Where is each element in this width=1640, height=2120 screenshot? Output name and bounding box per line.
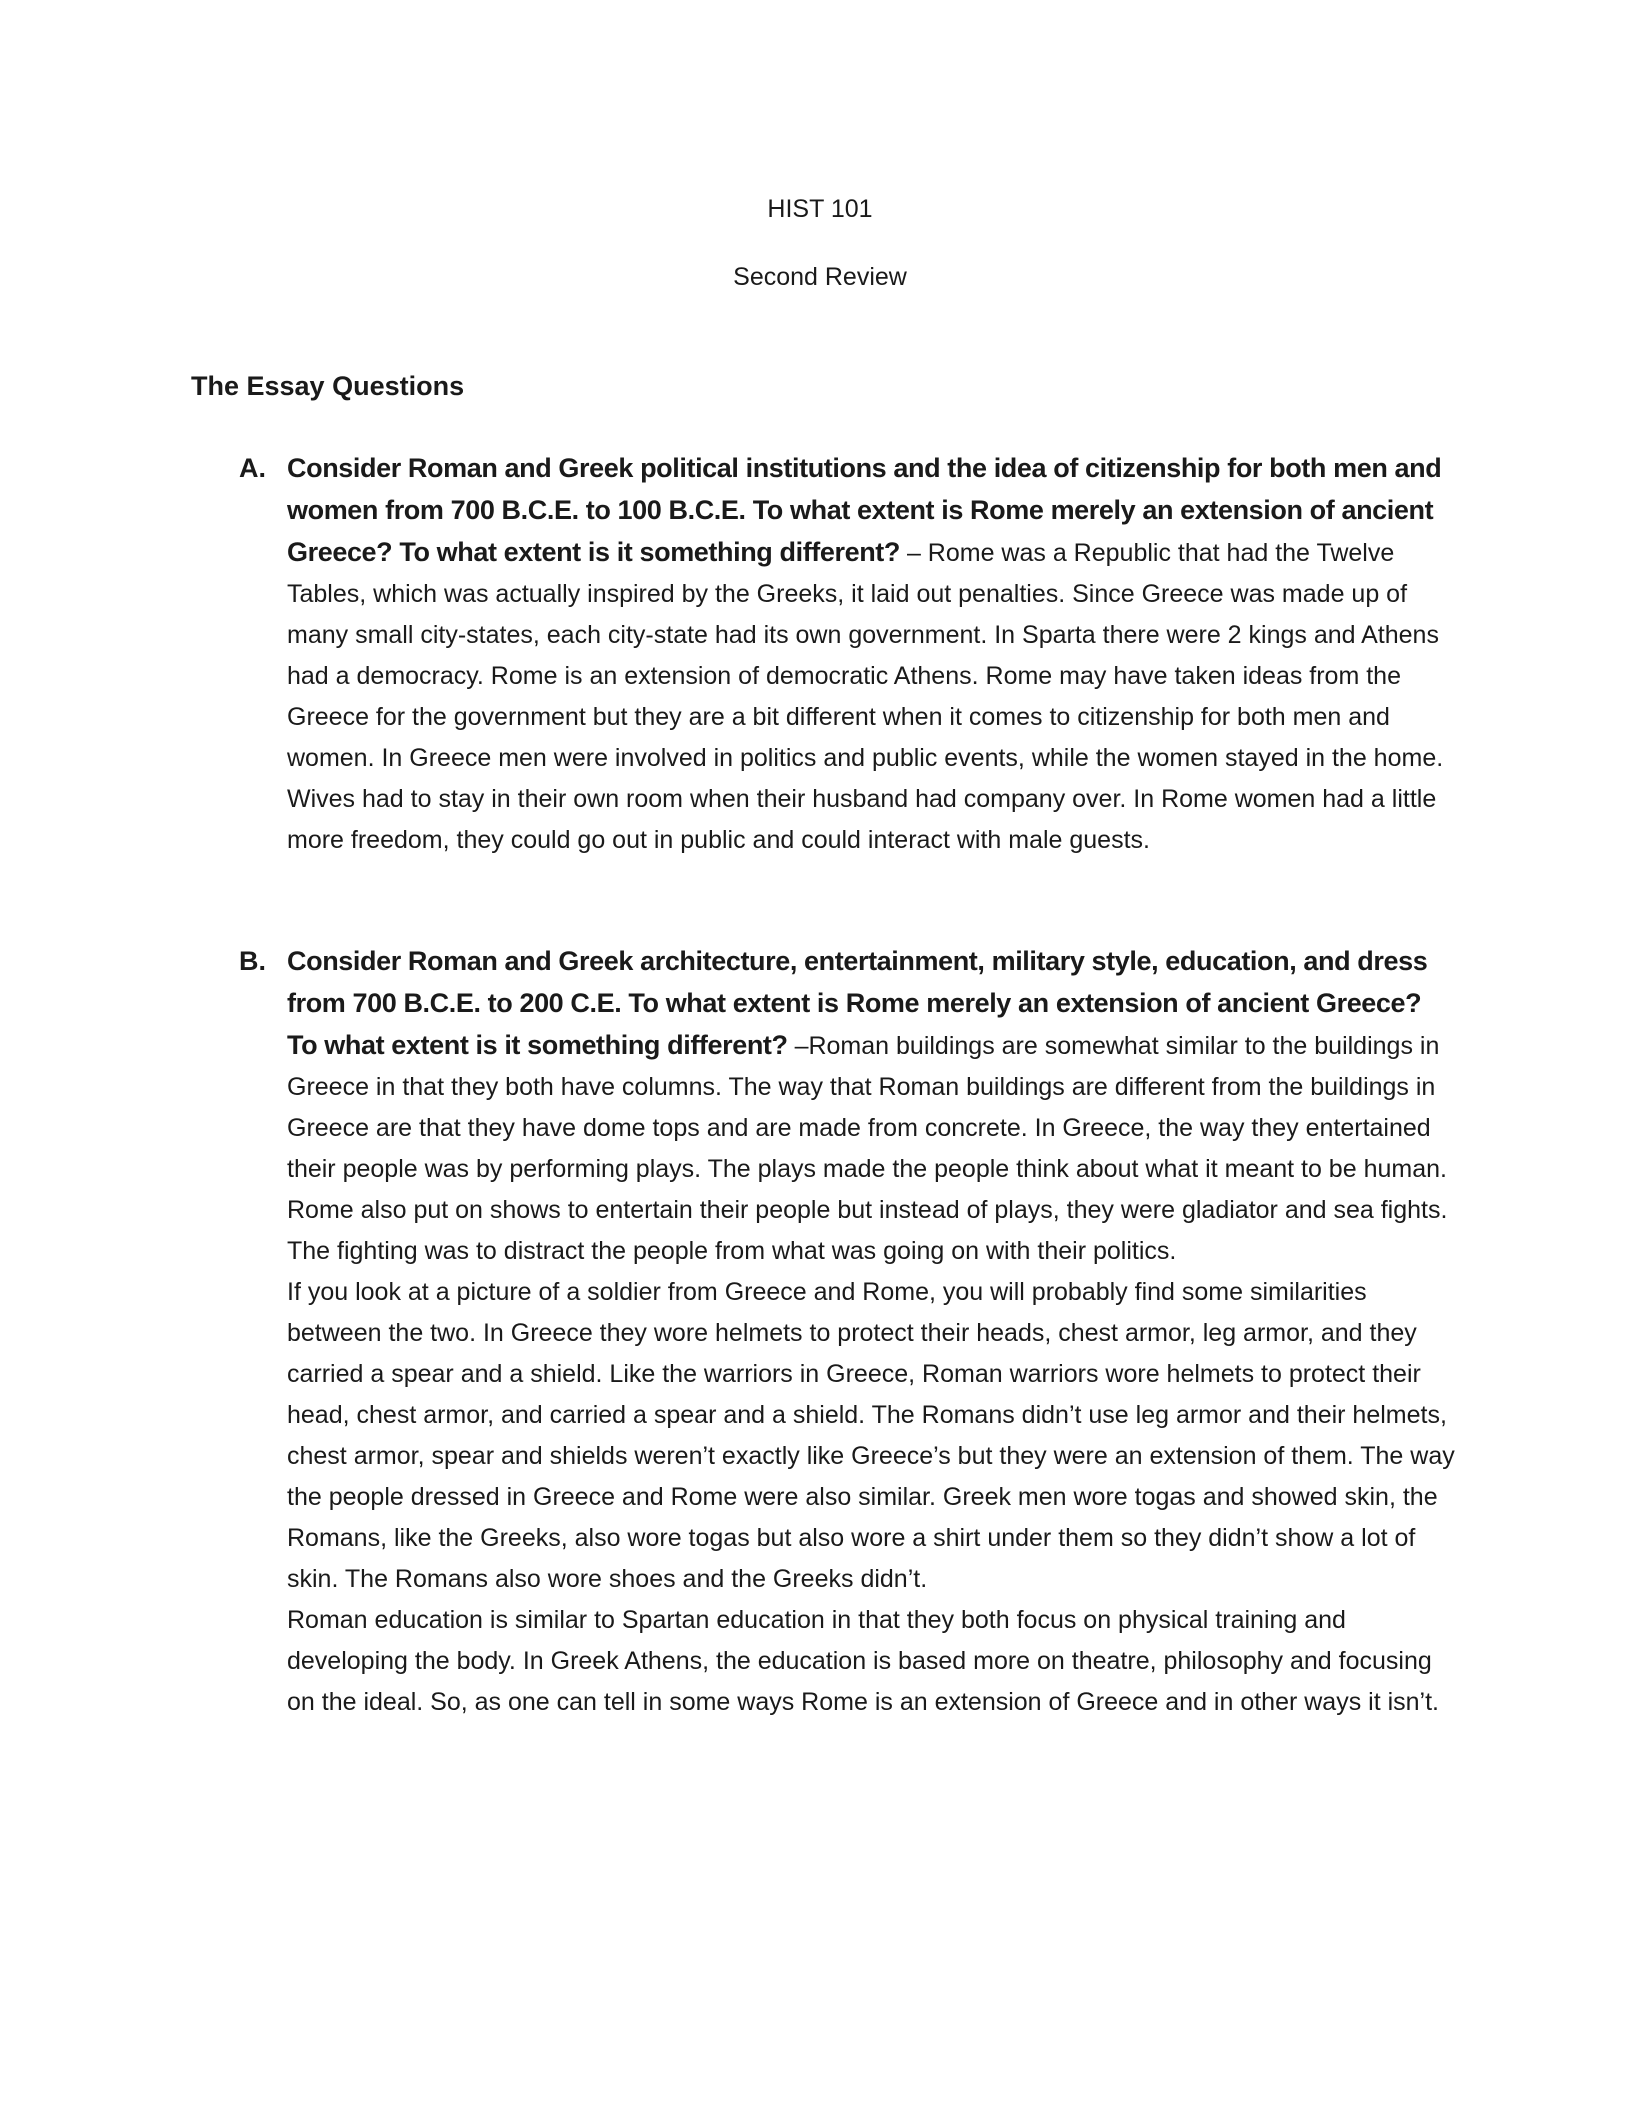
question-paragraph (287, 448, 1457, 861)
question-paragraph (287, 941, 1457, 1272)
answer-paragraph: If you look at a picture of a soldier from Greece and Rome, you will probably find some similarities between the two. In Greece they wore helmets to protect their heads, chest armor, leg armor, and they carried a spear and a shield. Like the warriors in Greece, Roman warriors wore helmets to protect their head, chest armor, and carried a spear and a shield. The Romans didn’t use leg armor and their helmets, chest armor, spear and shields weren’t exactly like Greece’s but they were an extension of them. The way the people dressed in Greece and Rome were also similar. Greek men wore togas and showed skin, the Romans, like the Greeks, also wore togas but also wore a shirt under them so they didn’t show a lot of skin. The Romans also wore shoes and the Greeks didn’t. (287, 1278, 1455, 1593)
question-letter: A. (239, 453, 266, 483)
course-title: HIST 101 (767, 195, 873, 223)
question-letter: B. (239, 946, 266, 976)
section-heading: The Essay Questions (191, 371, 465, 401)
answer-paragraph: Roman education is similar to Spartan education in that they both focus on physical training and developing the body. In Greek Athens, the education is based more on theatre, philosophy and focusing on the ideal. So, as one can tell in some ways Rome is an extension of Greece and in other ways it isn’t. (287, 1606, 1440, 1716)
question-prompt: Consider Roman and Greek political institutions and the idea of citizenship for both men and women from 700 B.C.E. to 100 B.C.E. To what extent is Rome merely an extension of ancient Greece? To what extent is it something different? (287, 453, 1442, 567)
review-title: Second Review (733, 263, 907, 291)
question-body (287, 448, 1457, 861)
question-prompt: Consider Roman and Greek architecture, entertainment, military style, education, and dress from 700 B.C.E. to 200 C.E. To what extent is Rome merely an extension of ancient Greece? To what extent is it something different? (287, 946, 1428, 1060)
answer-text: –Roman buildings are somewhat similar to the buildings in Greece in that they both have columns. The way that Roman buildings are different from the buildings in Greece are that they have dome tops and are made from concrete. In Greece, the way they entertained their people was by performing plays. The plays made the people think about what it meant to be human. Rome also put on shows to entertain their people but instead of plays, they were gladiator and sea fights. The fighting was to distract the people from what was going on with their politics. (287, 1032, 1448, 1265)
question-body (287, 941, 1457, 1723)
answer-text: – Rome was a Republic that had the Twelve Tables, which was actually inspired by the Greeks, it laid out penalties. Since Greece was made up of many small city-states, each city-state had its own government. In Sparta there were 2 kings and Athens had a democracy. Rome is an extension of democratic Athens. Rome may have taken ideas from the Greece for the government but they are a bit different when it comes to citizenship for both men and women. In Greece men were involved in politics and public events, while the women stayed in the home. Wives had to stay in their own room when their husband had company over. In Rome women had a little more freedom, they could go out in public and could interact with male guests. (287, 539, 1444, 854)
